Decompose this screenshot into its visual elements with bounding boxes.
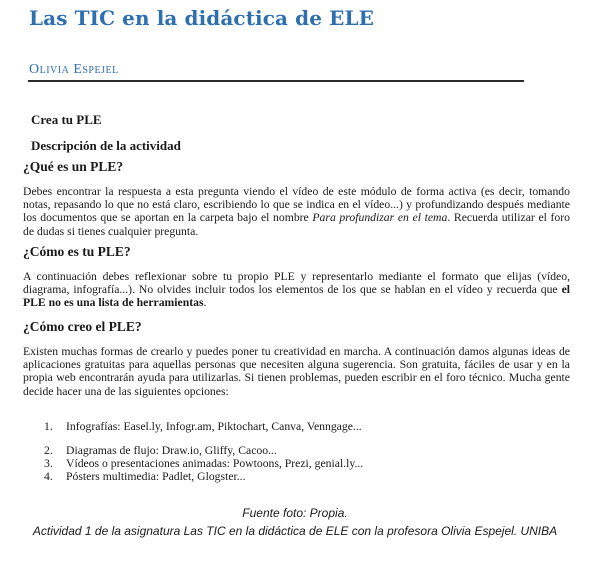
key-statement-emphasis: el PLE no es una lista de herramientas [23,283,570,310]
section-heading-how-is-your-ple: ¿Cómo es tu PLE? [23,244,131,259]
activity-title: Crea tu PLE [31,112,102,127]
section-heading-what-is-ple: ¿Qué es un PLE? [23,159,124,174]
section-text-how-is-your-ple: A continuación debes reflexionar sobre tu propio PLE y representarlo mediante el formato que elijas (vídeo, diagrama, infografía...). No olvides incluir todos los elementos de los que se hablan en el vídeo y recuerda que el PLE no es una lista de herramientas. [23,270,570,310]
activity-description-label: Descripción de la actividad [31,138,181,153]
list-item: 2. Diagramas de flujo: Draw.io, Gliffy, Cacoo... [44,444,277,457]
author-name: Olivia Espejel [29,62,119,77]
figure-source-caption: Fuente foto: Propia. [242,506,348,520]
header-divider [28,80,524,82]
list-item: 4. Pósters multimedia: Padlet, Glogster... [44,470,246,483]
section-heading-how-to-create-ple: ¿Cómo creo el PLE? [23,319,142,334]
document-title: Las TIC en la didáctica de ELE [29,6,374,30]
section-text-what-is-ple: Debes encontrar la respuesta a esta pregunta viendo el vídeo de este módulo de forma activa (es decir, tomando notas, repasando lo que no está claro, escribiendo lo que se indica en el vídeo...) y profundizando después mediante los documentos que se aportan en la carpeta bajo el nombre Para profundizar en el tema. Recuerda utilizar el foro de dudas si tienes cualquier pregunta. [23,185,571,238]
list-item: 1. Infografías: Easel.ly, Infogr.am, Piktochart, Canva, Venngage... [44,420,362,433]
list-item: 3. Vídeos o presentaciones animadas: Powtoons, Prezi, genial.ly... [44,457,364,470]
folder-name-emphasis: Para profundizar en el tema [312,211,448,225]
section-text-how-to-create-ple: Existen muchas formas de crearlo y puedes poner tu creatividad en marcha. A continuación damos algunas ideas de aplicaciones gratuitas para aquellas personas que necesiten alguna sugerencia. Son gratuita, fáciles de usar y en la propia web encontrarán ayuda para utilizarlas. Si tienen problemas, pueden escribir en el foro técnico. Mucha gente decide hacer una de las siguientes opciones: [23,345,570,398]
figure-description-caption: Actividad 1 de la asignatura Las TIC en la didáctica de ELE con la profesora Olivia Espejel. UNIBA [32,524,558,538]
